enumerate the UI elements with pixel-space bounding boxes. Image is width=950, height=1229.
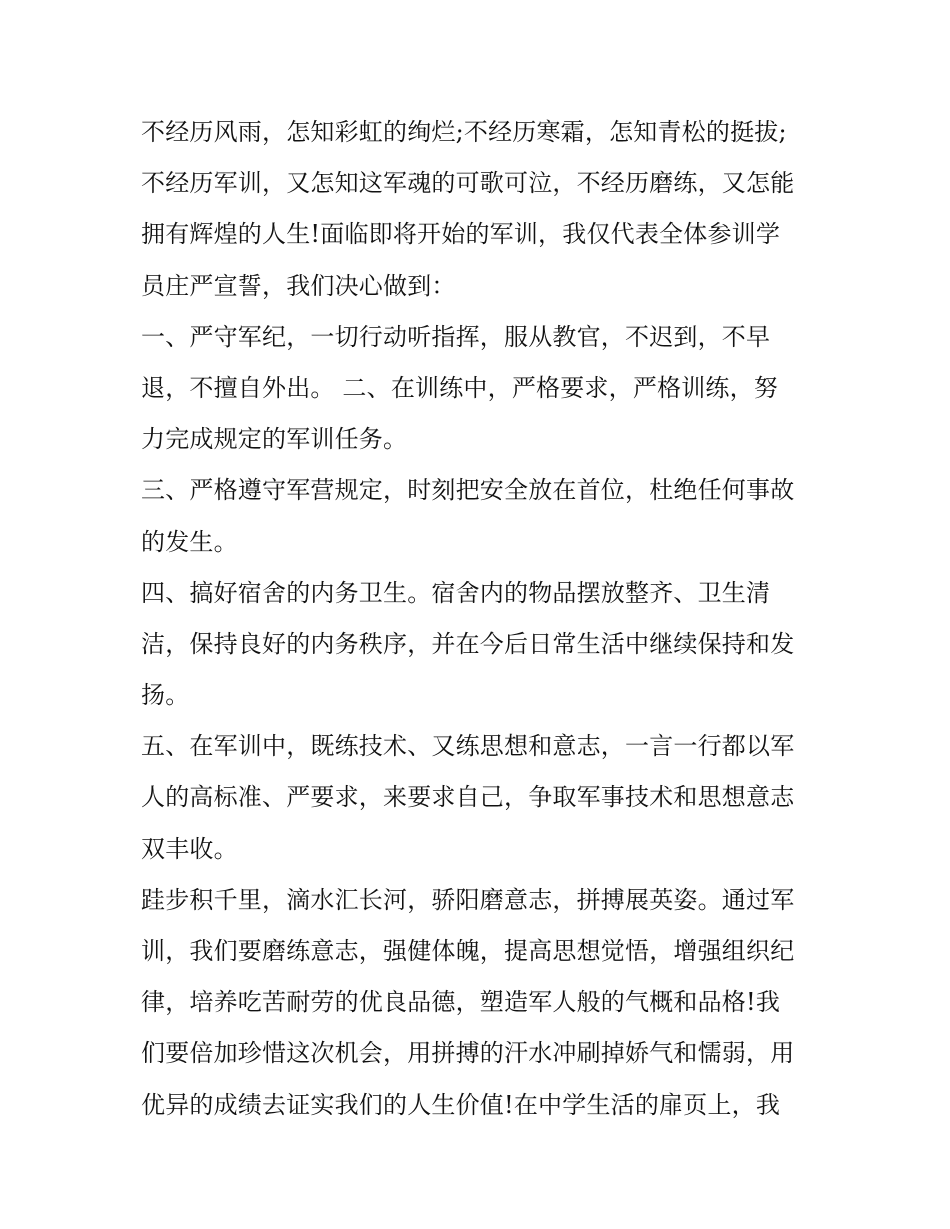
text-line: 训，我们要磨练意志，强健体魄，提高思想觉悟，增强组织纪 <box>141 937 795 965</box>
text-line: 人的高标准、严要求，来要求自己，争取军事技术和思想意志 <box>141 783 795 812</box>
text-line: 跬步积千里，滴水汇长河，骄阳磨意志，拼搏展英姿。通过军 <box>141 885 795 914</box>
text-line: 优异的成绩去证实我们的人生价值!在中学生活的扉页上，我 <box>141 1090 781 1119</box>
text-line: 拥有辉煌的人生!面临即将开始的军训，我仅代表全体参训学 <box>141 220 781 249</box>
text-line: 扬。 <box>141 681 190 710</box>
text-line: 退，不擅自外出。 二、在训练中，严格要求，严格训练，努 <box>141 373 779 402</box>
text-line: 洁，保持良好的内务秩序，并在今后日常生活中继续保持和发 <box>141 629 795 658</box>
text-line: 三、严格遵守军营规定，时刻把安全放在首位，杜绝任何事故 <box>141 476 795 505</box>
text-line: 双丰收。 <box>141 834 238 863</box>
text-line: 们要倍加珍惜这次机会，用拼搏的汗水冲刷掉娇气和懦弱，用 <box>141 1039 795 1068</box>
text-line: 五、在军训中，既练技术、又练思想和意志，一言一行都以军 <box>141 732 795 761</box>
text-line: 律，培养吃苦耐劳的优良品德，塑造军人般的气概和品格!我 <box>141 988 781 1017</box>
text-line: 四、搞好宿舍的内务卫生。宿舍内的物品摆放整齐、卫生清 <box>141 578 771 607</box>
text-line: 员庄严宣誓，我们决心做到： <box>141 271 456 300</box>
text-line: 的发生。 <box>141 527 238 556</box>
text-line: 力完成规定的军训任务。 <box>141 425 408 454</box>
text-line: 一、严守军纪，一切行动听指挥，服从教官，不迟到，不早 <box>141 322 771 351</box>
text-line: 不经历风雨，怎知彩虹的绚烂;不经历寒霜，怎知青松的挺拔; <box>141 118 787 146</box>
text-line: 不经历军训，又怎知这军魂的可歌可泣，不经历磨练，又怎能 <box>141 169 795 198</box>
document-body-text <box>141 107 821 1131</box>
